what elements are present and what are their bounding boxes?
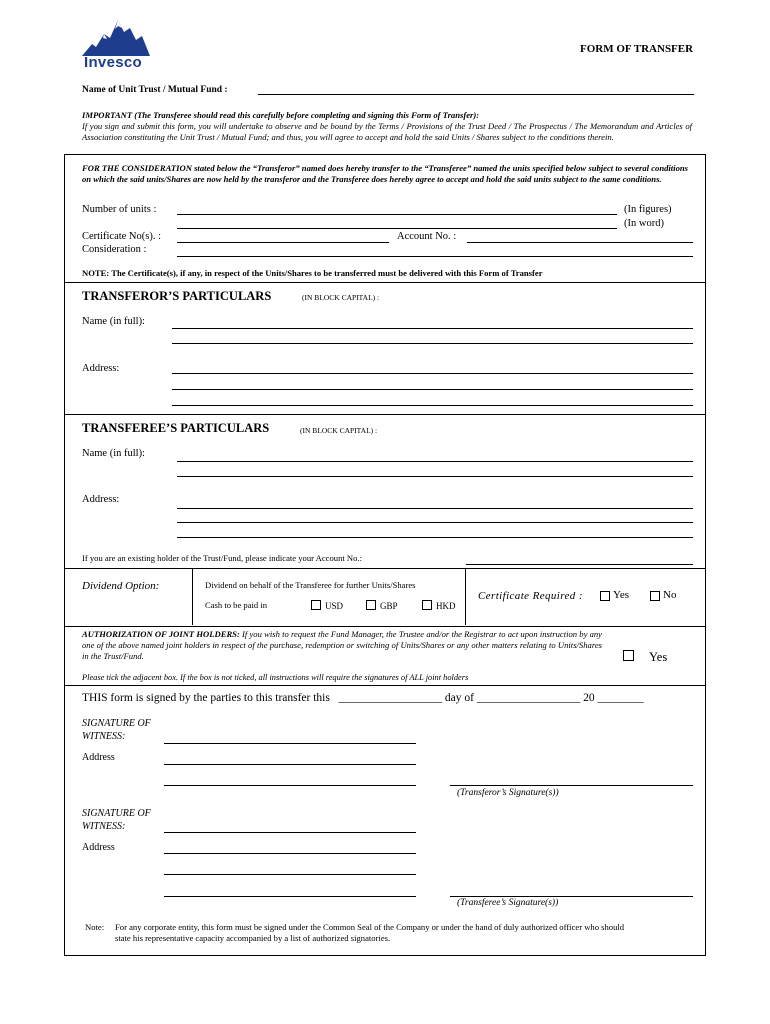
fund-name-label: Name of Unit Trust / Mutual Fund :: [82, 85, 228, 95]
existing-account-field[interactable]: [466, 564, 693, 565]
certificate-field[interactable]: [177, 242, 389, 243]
in-word-label: (In word): [624, 218, 664, 229]
signing-intro: [82, 692, 644, 705]
transferee-subheading: (IN BLOCK CAPITAL) :: [300, 426, 378, 435]
transferee-signature-field[interactable]: [450, 896, 693, 897]
witness-1-label-line2: WITNESS:: [82, 731, 126, 742]
witness-1-signature-field[interactable]: [164, 743, 416, 744]
witness-1-label-line1: SIGNATURE OF: [82, 718, 151, 729]
transferee-address-field[interactable]: [177, 508, 693, 509]
important-heading: IMPORTANT (The Transferee should read this carefully before completing and signing this Form of Transfer):: [82, 110, 480, 120]
transferor-address-field[interactable]: [172, 373, 693, 374]
transferor-heading: TRANSFEROR’S PARTICULARS: [82, 289, 272, 303]
certificate-no-checkbox[interactable]: [650, 591, 660, 601]
units-word-field[interactable]: [177, 228, 617, 229]
transferor-subheading: (IN BLOCK CAPITAL) :: [302, 293, 380, 302]
witness-2-address-field-2[interactable]: [164, 874, 416, 875]
account-field[interactable]: [467, 242, 693, 243]
dividend-label: Dividend Option:: [82, 580, 160, 592]
witness-2-signature-field[interactable]: [164, 832, 416, 833]
transferee-name-label: Name (in full):: [82, 448, 145, 459]
transferee-address-label: Address:: [82, 494, 120, 505]
transferee-address-field-2[interactable]: [177, 522, 693, 523]
consideration-field[interactable]: [177, 256, 693, 257]
signing-month-field[interactable]: __________________: [476, 692, 581, 704]
in-figures-label: (In figures): [624, 204, 672, 215]
units-label: Number of units :: [82, 204, 157, 215]
form-title: FORM OF TRANSFER: [580, 43, 694, 55]
transferee-signature-label: (Transferee’s Signature(s)): [457, 898, 559, 908]
witness-2-address-field-3[interactable]: [164, 896, 416, 897]
transferor-address-label: Address:: [82, 363, 120, 374]
witness-2-address-label: Address: [82, 842, 115, 853]
units-figures-field[interactable]: [177, 214, 617, 215]
certificate-required-label: Certificate Required :: [478, 590, 583, 602]
hkd-checkbox[interactable]: [422, 600, 432, 610]
transferor-address-field-2[interactable]: [172, 389, 693, 390]
existing-holder-text: If you are an existing holder of the Trust/Fund, please indicate your Account No.:: [82, 553, 362, 563]
joint-holders-separator: [64, 685, 705, 686]
signing-intro-text: THIS form is signed by the parties to this transfer this: [82, 692, 330, 704]
witness-2-label-line1: SIGNATURE OF: [82, 808, 151, 819]
dividend-option-reinvest: Dividend on behalf of the Transferee for further Units/Shares: [205, 580, 416, 590]
fund-name-field[interactable]: [258, 94, 694, 95]
hkd-label: HKD: [436, 601, 456, 611]
footer-note-label: Note:: [85, 922, 105, 932]
transferee-name-field[interactable]: [177, 461, 693, 462]
transferor-name-field-2[interactable]: [172, 343, 693, 344]
account-label: Account No. :: [397, 231, 457, 242]
transferor-name-field[interactable]: [172, 328, 693, 329]
consideration-text: FOR THE CONSIDERATION stated below the “Transferor” named does hereby transfer to the “Transferee” named the units specified below subject to several conditions on which the said units/Shares are now held by the transferor and the Transferee does hereby agree to accept and hold the said units subject to the same conditions.: [82, 163, 688, 184]
witness-2-label-line2: WITNESS:: [82, 821, 126, 832]
brand-name: Invesco: [84, 54, 142, 71]
usd-label: USD: [325, 601, 344, 611]
certificate-yes-label: Yes: [613, 589, 630, 601]
dividend-divider-2: [465, 568, 466, 625]
signing-day-of: day of: [444, 692, 474, 704]
transferor-signature-field[interactable]: [450, 785, 693, 786]
joint-holders-yes-label: Yes: [649, 650, 668, 664]
signing-year-field[interactable]: ________: [597, 692, 644, 704]
dividend-divider-1: [192, 568, 193, 625]
witness-1-address-field-2[interactable]: [164, 785, 416, 786]
joint-holders-tick-note: Please tick the adjacent box. If the box is not ticked, all instructions will require the signatures of ALL joint holders: [82, 673, 469, 682]
footer-note-line2: state his representative capacity accompanied by a list of authorized signatories.: [115, 933, 391, 943]
witness-1-address-field[interactable]: [164, 764, 416, 765]
gbp-label: GBP: [380, 601, 398, 611]
joint-holders-text: [82, 629, 602, 662]
invesco-logo: [80, 14, 152, 72]
certificate-note: NOTE: The Certificate(s), if any, in respect of the Units/Shares to be transferred must be delivered with this Form of Transfer: [82, 268, 543, 278]
transferee-address-field-3[interactable]: [177, 537, 693, 538]
important-body: If you sign and submit this form, you will undertake to observe and be bound by the Terms / Provisions of the Trust Deed / The Prospectus / The Memorandum and Articles of Association constituting the Unit Trust / Mutual Fund; and thus, you will agree to accept and hold the said Units / Shares subject to the conditions therein.: [82, 121, 692, 142]
signing-year-label: 20: [583, 692, 595, 704]
gbp-checkbox[interactable]: [366, 600, 376, 610]
transferor-address-field-3[interactable]: [172, 405, 693, 406]
joint-holders-body: If you wish to request the Fund Manager, the Trustee and/or the Registrar to act upon instruction by any one of the above named joint holders in respect of the purchase, redemption or switching of Units/Shares or any other matters relating to Units/Shares in the Trust/Fund.: [82, 629, 602, 661]
joint-holders-yes-checkbox[interactable]: [623, 650, 634, 661]
certificate-yes-checkbox[interactable]: [600, 591, 610, 601]
certificate-label: Certificate No(s). :: [82, 231, 162, 242]
signing-day-field[interactable]: __________________: [338, 692, 442, 704]
witness-1-address-label: Address: [82, 752, 115, 763]
usd-checkbox[interactable]: [311, 600, 321, 610]
consideration-label: Consideration :: [82, 244, 147, 255]
mountain-logo-icon: [80, 14, 152, 58]
transferee-box: [64, 413, 706, 568]
transferor-signature-label: (Transferor’s Signature(s)): [457, 788, 559, 798]
footer-note-line1: For any corporate entity, this form must be signed under the Common Seal of the Company or under the hand of duly authorized officer who should: [115, 922, 625, 932]
dividend-option-cash: Cash to be paid in: [205, 600, 268, 610]
joint-holders-heading: AUTHORIZATION OF JOINT HOLDERS:: [82, 629, 240, 639]
transferee-heading: TRANSFEREE’S PARTICULARS: [82, 421, 270, 435]
certificate-no-label: No: [663, 589, 677, 601]
transferee-name-field-2[interactable]: [177, 476, 693, 477]
transferor-name-label: Name (in full):: [82, 316, 145, 327]
witness-2-address-field[interactable]: [164, 853, 416, 854]
